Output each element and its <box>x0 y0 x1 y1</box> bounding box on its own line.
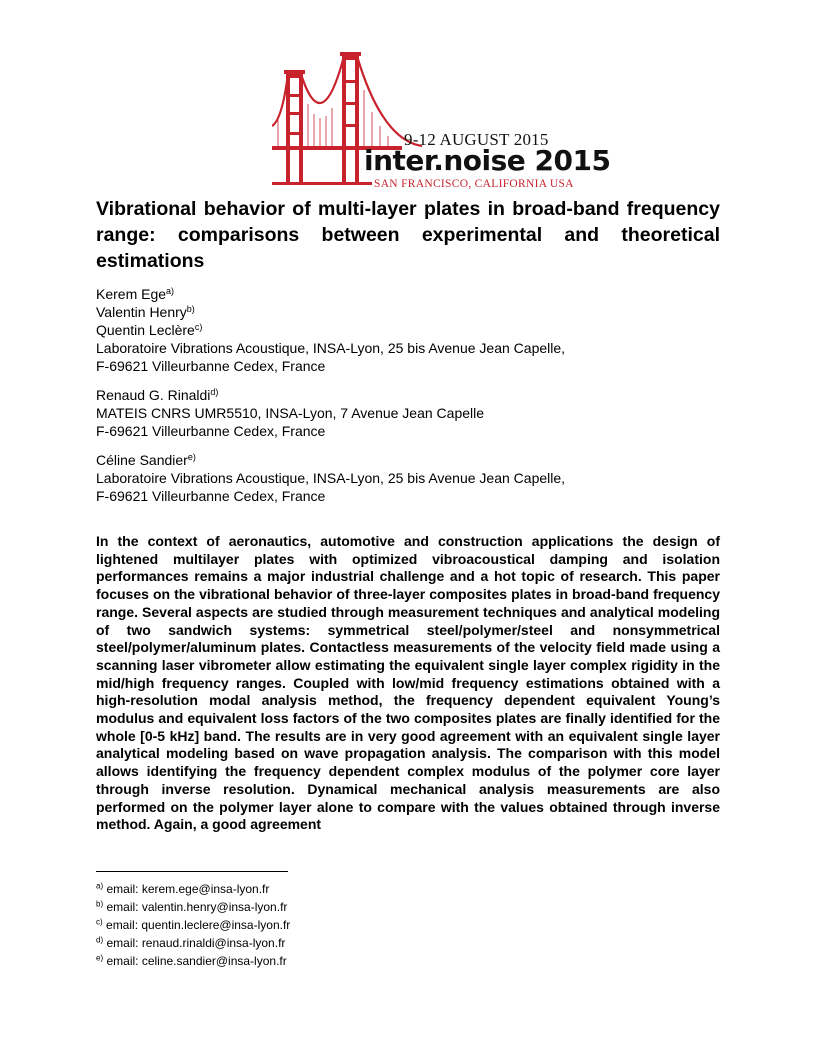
author-name: Céline Sandier$^{e)}$ <box>96 452 196 468</box>
footnote-email: email: quentin.leclere@insa-lyon.fr <box>106 918 291 932</box>
conference-name: inter.noise 2015 <box>364 144 611 177</box>
footnote-email: email: valentin.henry@insa-lyon.fr <box>106 900 288 914</box>
affiliation-line: MATEIS CNRS UMR5510, INSA-Lyon, 7 Avenue Jean Capelle <box>96 405 485 421</box>
footnote-email: email: renaud.rinaldi@insa-lyon.fr <box>106 936 286 950</box>
footnote-mark: e) <box>96 953 104 963</box>
author-group-2 <box>96 386 720 440</box>
footnote-mark: b) <box>186 304 195 315</box>
affiliation-line: Laboratoire Vibrations Acoustique, INSA-Lyon, 25 bis Avenue Jean Capelle, <box>96 340 566 356</box>
author-group-3 <box>96 451 720 505</box>
footnote-mark: e) <box>187 452 196 463</box>
author-block <box>96 285 720 505</box>
paper-title: Vibrational behavior of multi-layer plates in broad-band frequency range: comparisons between experimental and theoretical estimations <box>96 198 720 272</box>
footnotes <box>96 880 290 970</box>
conference-logo <box>272 50 611 195</box>
footnote-mark: b) <box>96 899 104 909</box>
conference-date: 9-12 AUGUST 2015 <box>404 130 549 149</box>
footnote-email: email: kerem.ege@insa-lyon.fr <box>106 882 270 896</box>
affiliation-line: Laboratoire Vibrations Acoustique, INSA-Lyon, 25 bis Avenue Jean Capelle, <box>96 470 566 486</box>
footnote-mark: c) <box>96 917 103 927</box>
affiliation-line: F-69621 Villeurbanne Cedex, France <box>96 423 326 439</box>
footnote-mark: d) <box>96 935 104 945</box>
footnote-mark: c) <box>194 322 203 333</box>
footnote <box>96 916 290 934</box>
footnote-divider <box>96 871 288 872</box>
affiliation-line: F-69621 Villeurbanne Cedex, France <box>96 488 326 504</box>
footnote <box>96 952 290 970</box>
conference-location: SAN FRANCISCO, CALIFORNIA USA <box>374 178 574 190</box>
author-group-1 <box>96 285 720 375</box>
footnote <box>96 934 290 952</box>
footnote <box>96 898 290 916</box>
footnote <box>96 880 290 898</box>
author-name: Valentin Henry$^{b)}$ <box>96 304 195 320</box>
affiliation-line: F-69621 Villeurbanne Cedex, France <box>96 358 326 374</box>
footnote-mark: a) <box>166 286 175 297</box>
author-name: Quentin Leclère$^{c)}$ <box>96 322 203 338</box>
footnote-mark: a) <box>96 881 104 891</box>
footnote-email: email: celine.sandier@insa-lyon.fr <box>106 954 287 968</box>
abstract-text: In the context of aeronautics, automotive and construction applications the design of lightened multilayer plates with optimized vibroacoustical damping and isolation performances remains a major industrial challenge and a hot topic of research. This paper focuses on the vibrational behavior of three-layer composites plates in broad-band frequency range. Several aspects are studied through measurement techniques and analytical modeling of two sandwich systems: symmetrical steel/polymer/steel and nonsymmetrical steel/polymer/aluminum plates. Contactless measurements of the velocity field made using a scanning laser vibrometer allow estimating the equivalent single layer complex rigidity in the mid/high frequency ranges. Coupled with low/mid frequency estimations obtained with a high-resolution modal analysis method, the frequency dependent equivalent Young’s modulus and equivalent loss factors of the two composites plates are finally identified for the whole [0-5 kHz] band. The results are in very good agreement with an equivalent single layer analytical modeling based on wave propagation analysis. The comparison with this model allows identifying the frequency dependent complex modulus of the polymer core layer through inverse resolution. Dynamical mechanical analysis measurements are also performed on the polymer layer alone to compare with the values obtained through inverse method. Again, a good agreement <box>96 533 720 833</box>
author-name: Kerem Ege$^{a)}$ <box>96 286 175 302</box>
author-name: Renaud G. Rinaldi$^{d)}$ <box>96 387 219 403</box>
footnote-mark: d) <box>210 387 219 398</box>
